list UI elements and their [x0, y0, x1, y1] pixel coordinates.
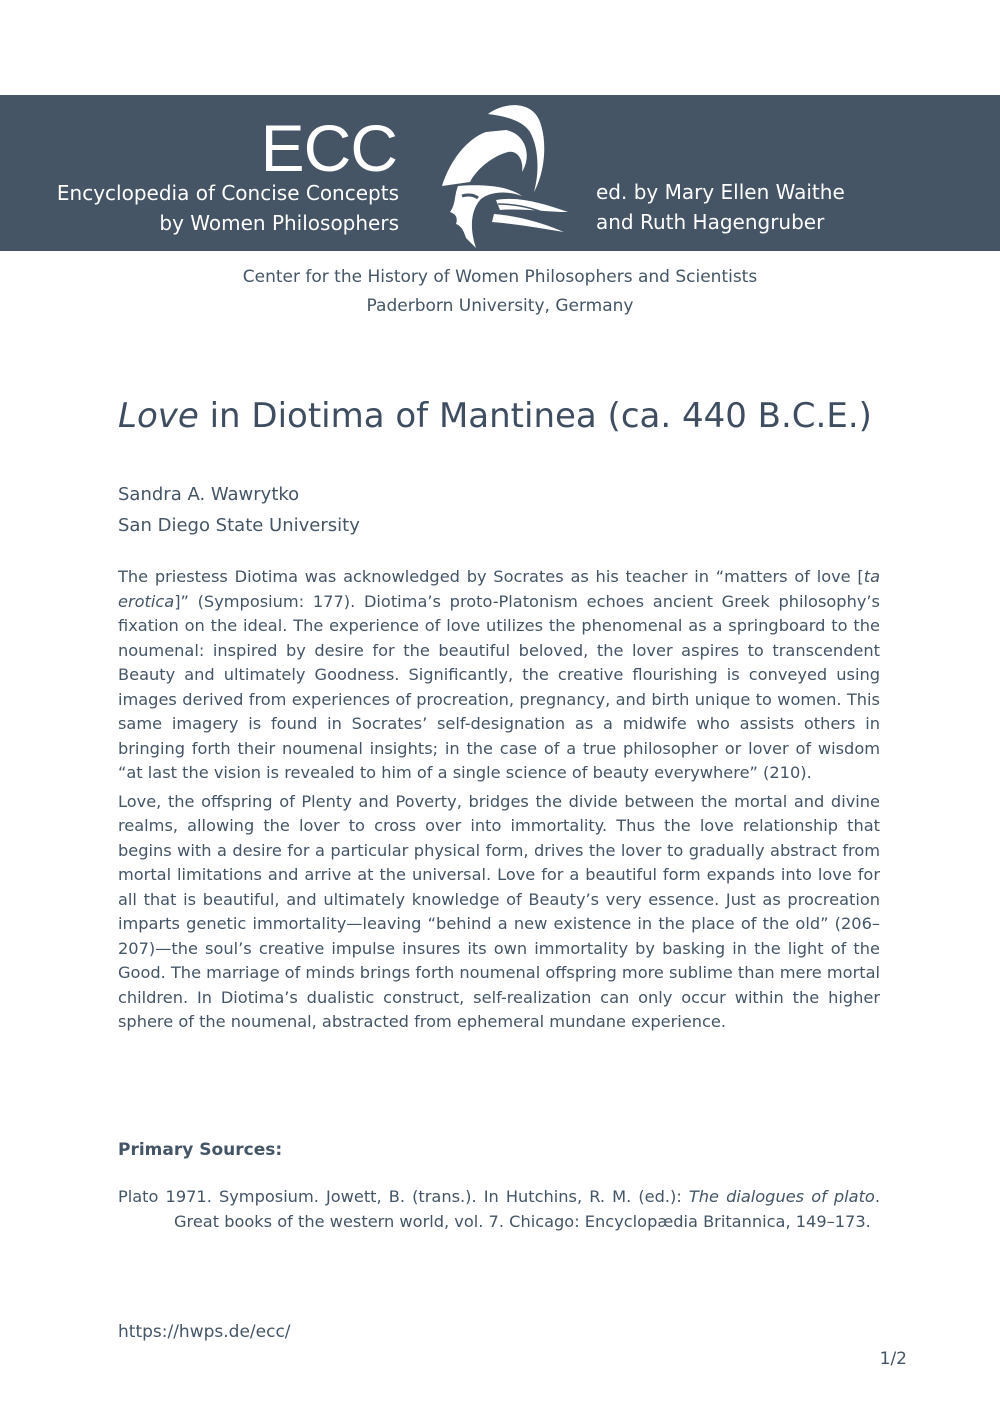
athena-helmet-icon — [436, 100, 572, 250]
institution-line-2: Paderborn University, Germany — [366, 296, 634, 316]
author-name: Sandra A. Wawrytko — [118, 484, 300, 505]
author-block — [118, 479, 360, 541]
title-rest: in Diotima of Mantinea (ca. 440 B.C.E.) — [198, 396, 872, 436]
paragraph-1-part-a: The priestess Diotima was acknowledged by Socrates as his teacher in “matters of love [ — [118, 567, 864, 586]
institution-line-1: Center for the History of Women Philosophers and Scientists — [242, 267, 758, 287]
reference-part-b: . Great books of the western world, vol. 7. Chicago: Encyclopædia Britannica, 149–173. — [174, 1187, 880, 1231]
encyclopedia-title — [57, 178, 399, 238]
editors-line-2: and Ruth Hagengruber — [596, 210, 825, 234]
editors — [596, 177, 845, 237]
reference-italic: The dialogues of plato — [688, 1187, 875, 1206]
title-italic: Love — [118, 396, 199, 436]
editors-line-1: ed. by Mary Ellen Waithe — [596, 180, 845, 204]
article-title — [118, 393, 872, 439]
paragraph-1 — [118, 565, 880, 786]
ecc-logo-text: ECC — [260, 111, 397, 185]
page-number: 1/2 — [879, 1349, 907, 1369]
reference-entry — [118, 1185, 880, 1234]
encyclopedia-line-1: Encyclopedia of Concise Concepts — [56, 181, 399, 205]
primary-sources-heading: Primary Sources: — [118, 1140, 283, 1160]
author-affiliation: San Diego State University — [118, 515, 360, 536]
article-body — [118, 565, 880, 1039]
encyclopedia-line-2: by Women Philosophers — [159, 211, 399, 235]
paragraph-1-italic: ta erotica — [118, 567, 880, 611]
reference-part-a: Plato 1971. Symposium. Jowett, B. (trans.). In Hutchins, R. M. (ed.): — [118, 1187, 689, 1206]
paragraph-1-part-b: ]” (Symposium: 177). Diotima’s proto-Platonism echoes ancient Greek philosophy’s fixation on the ideal. The experience of love utilizes the phenomenal as a springboard to the noumenal: inspired by desire for the beautiful beloved, the lover aspires to transcendent Beauty and ultimately Goodness. Significantly, the creative flourishing is conveyed using images derived from experiences of procreation, pregnancy, and birth unique to women. This same imagery is found in Socrates’ self-designation as a midwife who assists others in bringing forth their noumenal insights; in the case of a true philosopher or lover of wisdom “at last the vision is revealed to him of a single science of beauty everywhere” (210). — [118, 591, 880, 782]
paragraph-2: Love, the offspring of Plenty and Poverty, bridges the divide between the mortal and divine realms, allowing the lover to cross over into immortality. Thus the love relationship that begins with a desire for a particular physical form, drives the lover to gradually abstract from mortal limitations and arrive at the universal. Love for a beautiful form expands into love for all that is beautiful, and ultimately knowledge of Beauty’s very essence. Just as procreation imparts genetic immortality—leaving “behind a new existence in the place of the old” (206–207)—the soul’s creative impulse insures its own immortality by basking in the light of the Good. The marriage of minds brings forth noumenal offspring more sublime than mere mortal children. In Diotima’s dualistic construct, self-realization can only occur within the higher sphere of the noumenal, abstracted from ephemeral mundane experience. — [118, 791, 880, 1031]
footer-url[interactable]: https://hwps.de/ecc/ — [118, 1322, 291, 1342]
institution-block — [0, 263, 1000, 321]
